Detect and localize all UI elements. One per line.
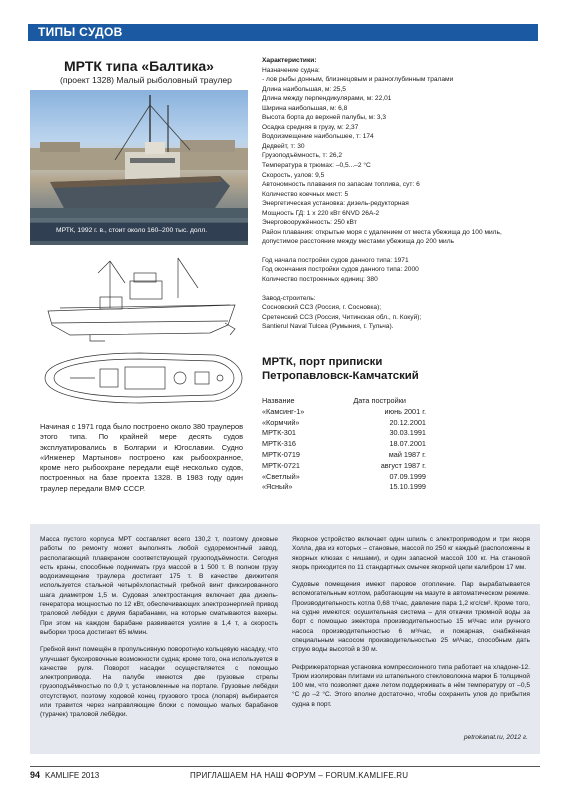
yard-line: Сосновский ССЗ (Россия, г. Сосновка); — [262, 304, 382, 312]
vessel-name: «Кормчий» — [262, 417, 300, 427]
table-row — [262, 407, 432, 418]
fleet-col-name: Название — [262, 396, 295, 405]
article-title: МРТК типа «Балтика» — [64, 58, 214, 74]
yard-line: Santierul Naval Tulcea (Румыния, г. Тульча). — [262, 323, 394, 331]
vessel-year: 15.10.1999 — [389, 482, 426, 492]
vessel-year: 20.12.2001 — [389, 417, 426, 427]
spec-line: Грузоподъёмность, т: 26,2 — [262, 152, 343, 160]
spec-line: Длина между перпендикулярами, м: 22,01 — [262, 95, 392, 103]
spec-line: Энерговооружённость: 250 кВт — [262, 219, 357, 227]
yard-line: Сретенский ССЗ (Россия, Читинская обл., п. Кокуй); — [262, 313, 422, 321]
spec-line: Назначение судна: — [262, 66, 320, 74]
yard-line: Завод-строитель: — [262, 294, 316, 302]
table-row — [262, 450, 432, 461]
vessel-year: 07.09.1999 — [389, 471, 426, 481]
table-row — [262, 439, 432, 450]
fleet-title-line1: МРТК, порт приписки — [262, 356, 383, 368]
ship-photo — [30, 90, 248, 245]
spec-line: Водоизмещение наибольшее, т: 174 — [262, 133, 374, 141]
fleet-table — [262, 396, 432, 493]
vessel-name: МРТК-0719 — [262, 449, 300, 459]
table-row — [262, 472, 432, 483]
table-row — [262, 461, 432, 472]
vessel-year: 18.07.2001 — [389, 439, 426, 449]
vessel-name: МРТК-316 — [262, 439, 296, 449]
build-line: Количество построенных единиц: 380 — [262, 276, 378, 284]
build-line: Год окончания постройки судов данного типа: 2000 — [262, 266, 419, 274]
spec-line: Осадка средняя в грузу, м: 2,37 — [262, 123, 359, 131]
history-paragraph: Начиная с 1971 года было построено около 380 траулеров этого типа. По крайней мере десять судов эксплуатировались в Болгарии и Югославии. Судно «Инженер Мартынов» построено как рыбоохранное, кроме него рыбоохране передали ещё несколько судов, построенных на базе проекта 1328. В 1983 году один траулер передали ВМФ СССР. — [40, 422, 243, 493]
article-subtitle: (проект 1328) Малый рыболовный траулер — [60, 75, 232, 85]
page-number: 94 — [30, 770, 41, 780]
vessel-name: «Камсинг-1» — [262, 406, 305, 416]
spec-line: Дедвейт, т: 30 — [262, 142, 305, 150]
table-row — [262, 428, 432, 439]
spec-line: Район плавания: открытые моря с удалением от места убежища до 100 миль, — [262, 228, 502, 236]
spec-line: Автономность плавания по запасам топлива, сут: 6 — [262, 181, 420, 189]
ship-blueprint — [30, 253, 248, 413]
fleet-col-year: Дата постройки — [353, 396, 406, 405]
magazine-name: KAMLIFE 2013 — [45, 771, 100, 780]
footer-divider — [30, 766, 540, 767]
vessel-year: август 1987 г. — [380, 460, 426, 470]
box-paragraph: Масса пустого корпуса МРТ составляет всего 130,2 т, поэтому доковые работы по ремонту может выполнять любой судоремонтный завод, располагающий плавкраном соответствующей грузоподъёмности. Сегодня есть краны, способные поднимать груз массой в 1 500 т. В полном грузу водоизмещение траулера достигает 175 т. В качестве движителя используется стальной четырёхлопастный гребной винт фиксированного шага диаметром 1,5 м. Судовая электростанция включает два дизель-генератора мощностью по 12 кВт, обеспечивающих электроэнергией привод траловой лебёдки с двумя барабанами, на которые сматываются вахеры. При этом на каждом барабане развивается усилие в 1,4 т, а скорость выборки троса достигает 65 м/мин. — [40, 536, 278, 636]
spec-line: Длина наибольшая, м: 25,5 — [262, 85, 346, 93]
info-box-right-column — [292, 535, 530, 717]
box-paragraph: Рефрижераторная установка компрессионного типа работает на хладоне-12. Трюм изолирован плитами из штапельного стекловолокна марки Б толщиной 100 мм, что позволяет даже летом поддерживать в нём температуру от –0,5 °С до –2 °С. Этого вполне достаточно, чтобы сохранить улов до прибытия судна в порт. — [292, 663, 530, 708]
vessel-year: 30.03.1991 — [389, 428, 426, 438]
ship-photo-graphic — [30, 90, 248, 245]
vessel-name: МРТК-301 — [262, 428, 296, 438]
vessel-name: «Светлый» — [262, 471, 300, 481]
fleet-title-line2: Петропавловск-Камчатский — [262, 370, 419, 382]
spec-line: Мощность ГД: 1 х 220 кВт 6NVD 26А-2 — [262, 209, 380, 217]
box-paragraph: Якорное устройство включает один шпиль с электроприводом и три якоря Холла, два из которых – становые, массой по 250 кг каждый (расположены в якорных клюзах с нишами), и один запасной массой 100 кг. На становой якорь приходится по 11 стандартных смычек якорной цепи калибром 17 мм. — [292, 536, 530, 571]
vessel-year: май 1987 г. — [388, 449, 426, 459]
spec-line: Количество коечных мест: 5 — [262, 190, 349, 198]
spec-line: Энергетическая установка: дизель-редукторная — [262, 200, 409, 208]
specs-block — [262, 56, 537, 332]
specs-heading: Характеристики: — [262, 57, 317, 64]
fleet-table-header — [262, 396, 432, 407]
build-line: Год начала постройки судов данного типа: 1971 — [262, 256, 409, 264]
photo-caption: МРТК, 1992 г. в., стоит около 160–200 тыс. долл. — [30, 223, 248, 241]
spec-line: - лов рыбы донным, близнецовым и разноглубинным тралами — [262, 76, 454, 84]
spec-line: Температура в трюмах: –0,5...–2 °С — [262, 162, 371, 170]
spec-line: допустимое расстояние между местами убежища до 200 миль — [262, 238, 454, 246]
source-signature: petrokanat.ru, 2012 г. — [463, 734, 528, 741]
spec-line: Ширина наибольшая, м: 6,8 — [262, 104, 348, 112]
info-box-left-column — [40, 535, 278, 728]
box-paragraph: Судовые помещения имеют паровое отопление. Пар вырабатывается вспомогательным котлом, работающим на мазуте в автоматическом режиме. Производительность котла 0,68 т/час, давление пара 1,2 кгс/см². Кроме того, на судне имеются: осушительная система – для откачки трюмной воды за борт с помощью эжектора производительностью 15 м³/час или ручного насоса производительностью 6 м³/час, и пожарная, снабжённая специальным насосом производительностью 25 м³/час, способным дать струю воды высотой в 30 м. — [292, 581, 530, 654]
vessel-year: июнь 2001 г. — [384, 406, 426, 416]
spec-line: Скорость, узлов: 9,5 — [262, 171, 325, 179]
spec-line: Высота борта до верхней палубы, м: 3,3 — [262, 114, 387, 122]
fleet-title — [262, 355, 419, 383]
table-row — [262, 418, 432, 429]
forum-invite: ПРИГЛАШАЕМ НА НАШ ФОРУМ – FORUM.KAMLIFE.RU — [190, 771, 409, 780]
vessel-name: МРТК-0721 — [262, 460, 300, 470]
section-header-title: ТИПЫ СУДОВ — [38, 25, 123, 39]
vessel-name: «Ясный» — [262, 482, 293, 492]
table-row — [262, 482, 432, 493]
section-header-bar — [28, 24, 538, 41]
box-paragraph: Гребной винт помещён в пропульсивную поворотную кольцевую насадку, что улучшает буксировочные возможности судна; кроме того, она используется в качестве руля. Поворот насадки осуществляется с помощью электропривода. На палубе имеются две грузовые стрелы грузоподъёмностью по 0,9 т, установленные на портале. Грузовые лебёдки отсутствуют, поэтому ходовой конец грузового троса (лопаря) выбирается или травится через направляющие блоки с помощью малых барабанов (турачек) траловой лебёдки. — [40, 646, 278, 719]
info-box — [30, 524, 540, 754]
